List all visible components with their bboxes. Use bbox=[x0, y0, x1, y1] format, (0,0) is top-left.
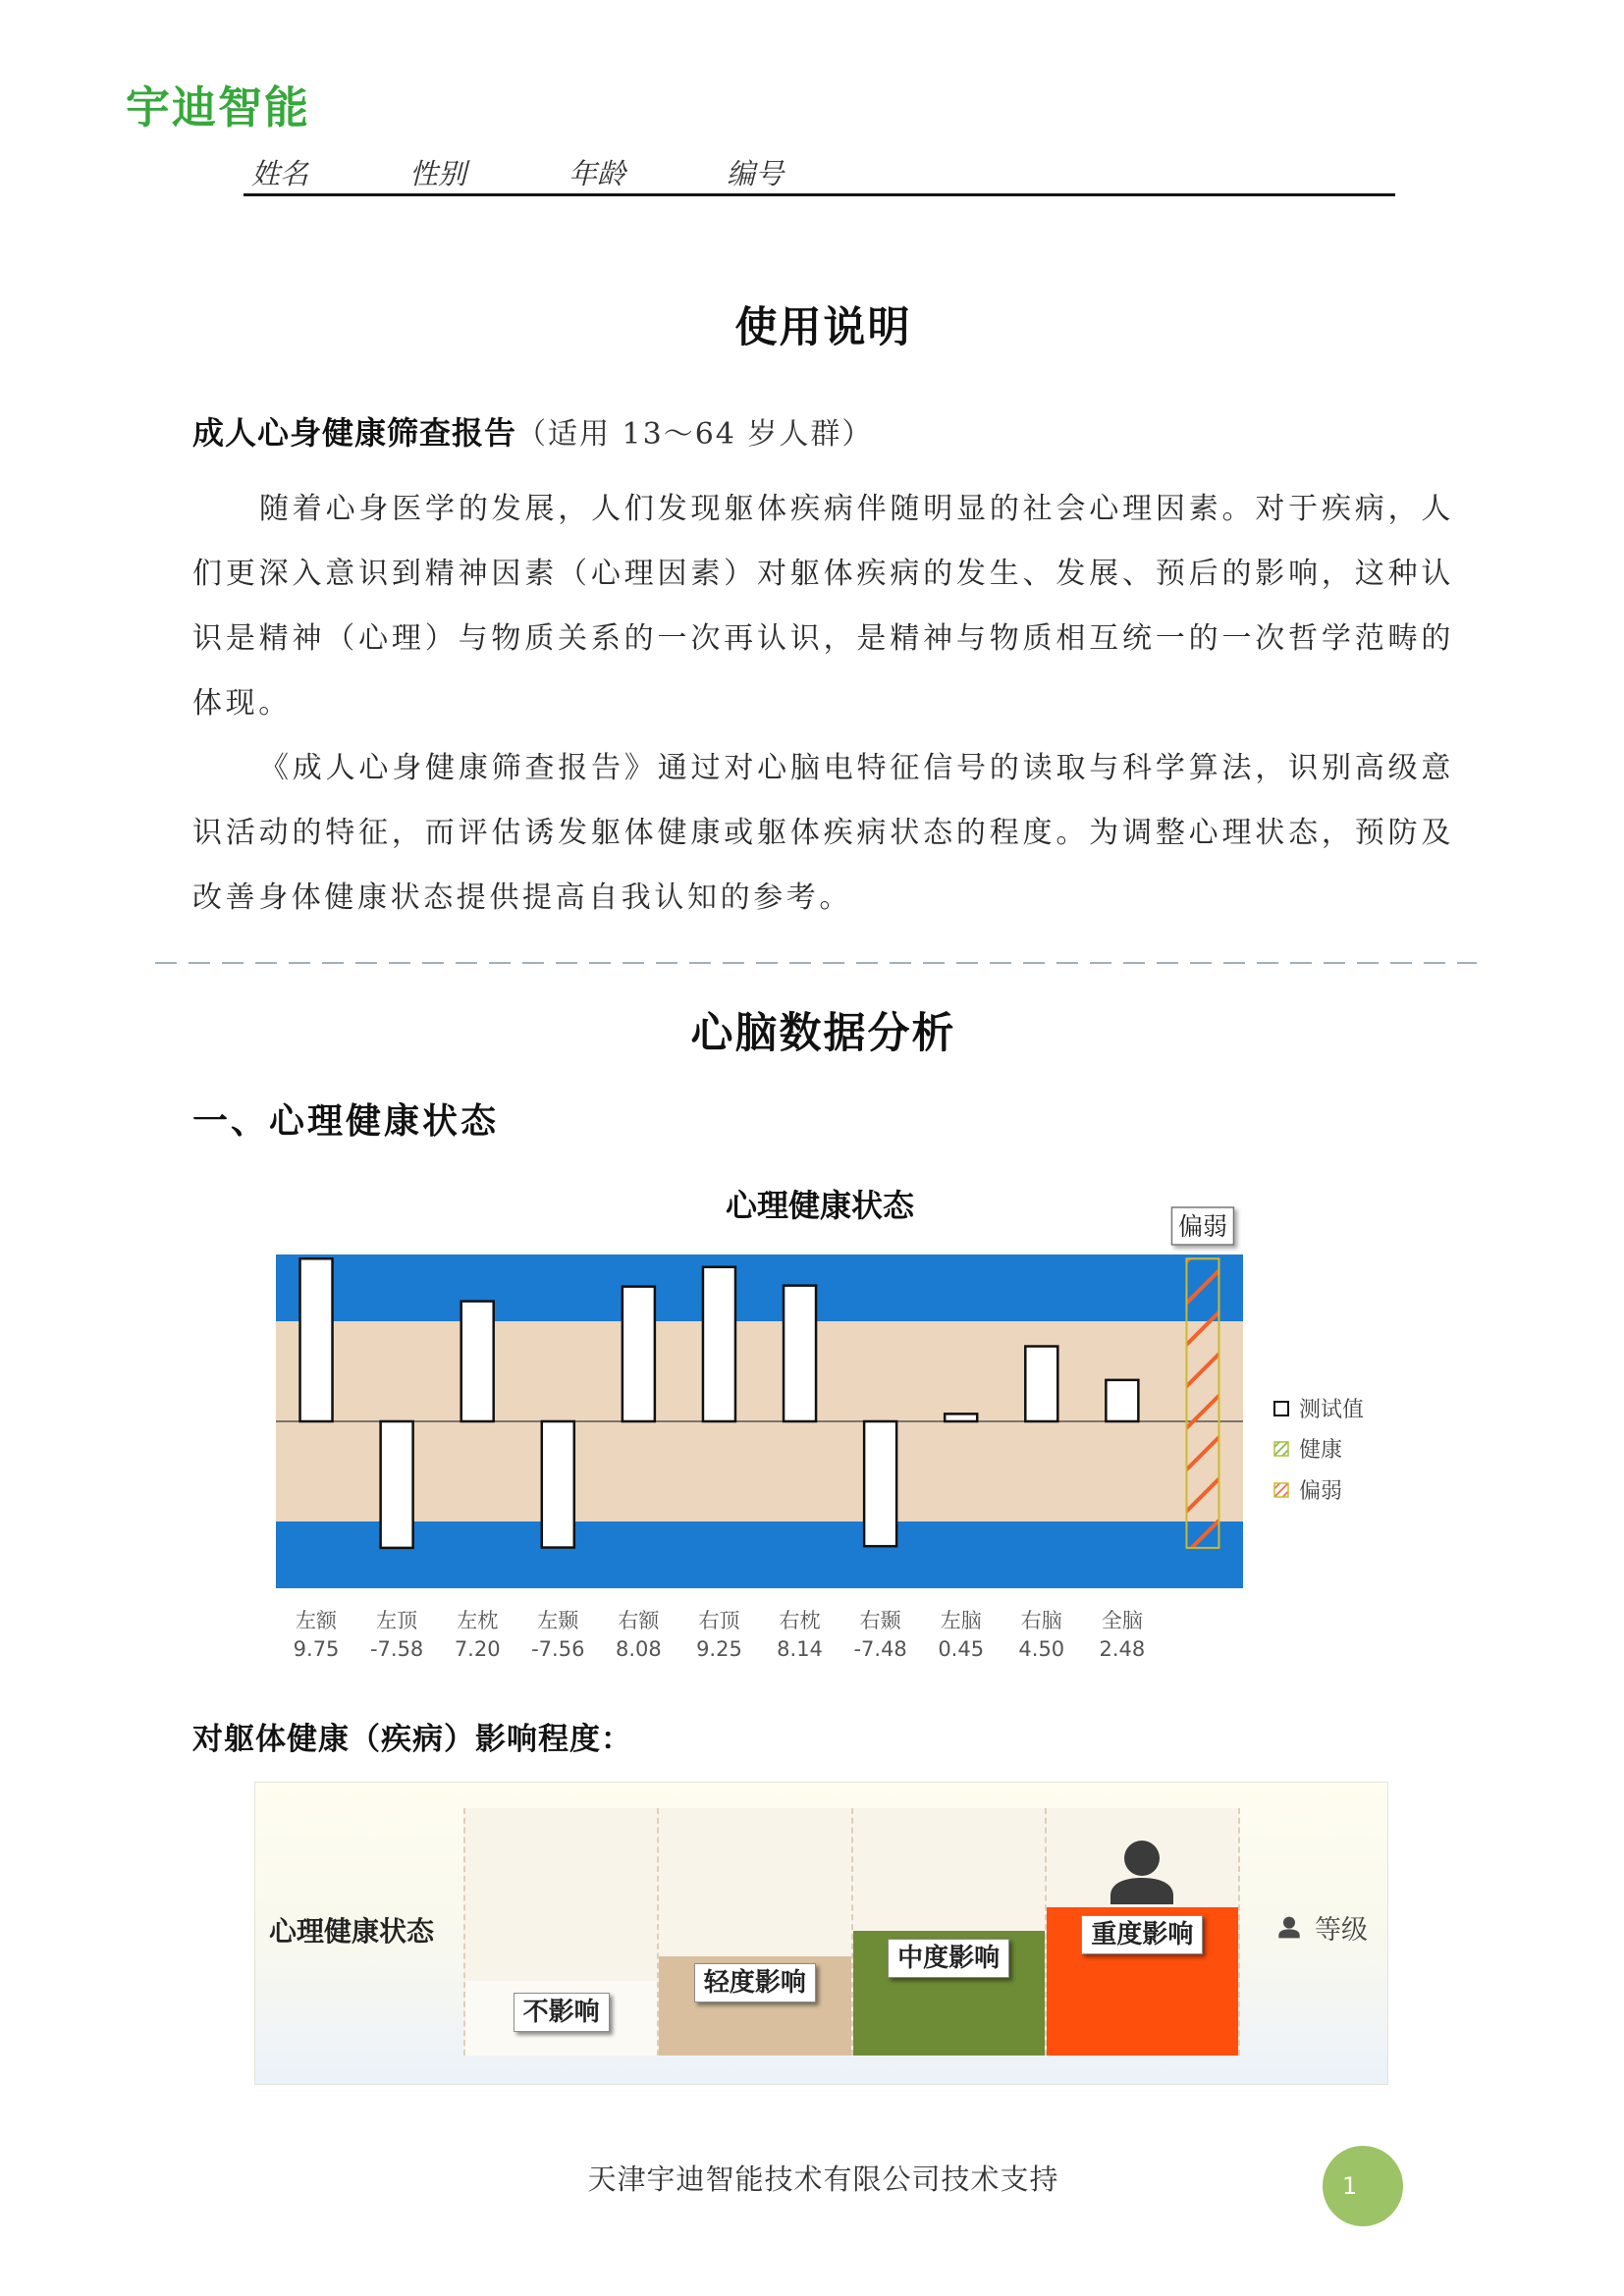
header-underline bbox=[244, 193, 1395, 196]
bar-8 bbox=[864, 1421, 896, 1546]
impact-levels bbox=[463, 1808, 1240, 2056]
value-label: 2.48 bbox=[1099, 1637, 1146, 1661]
value-label: 4.50 bbox=[1018, 1637, 1065, 1661]
section-divider bbox=[155, 962, 1477, 964]
value-label: 0.45 bbox=[938, 1637, 985, 1661]
value-label: 8.14 bbox=[777, 1637, 823, 1661]
category-label: 右颞 bbox=[859, 1609, 901, 1632]
legend-label: 测试值 bbox=[1299, 1398, 1365, 1422]
bar-7 bbox=[784, 1286, 816, 1421]
impact-row-label: 心理健康状态 bbox=[269, 1915, 435, 1948]
value-label: 7.20 bbox=[454, 1637, 501, 1661]
impact-level-none bbox=[463, 1808, 657, 2056]
bar-11 bbox=[1106, 1380, 1138, 1421]
age-field-label: 年龄 bbox=[568, 157, 626, 190]
grade-legend bbox=[1278, 1909, 1368, 1945]
value-label: 9.75 bbox=[293, 1637, 340, 1661]
impact-level-moderate bbox=[851, 1808, 1045, 2056]
report-subtitle bbox=[192, 408, 1454, 463]
bar-3 bbox=[461, 1302, 494, 1421]
legend-label: 健康 bbox=[1299, 1438, 1343, 1463]
category-label: 左脑 bbox=[940, 1609, 982, 1632]
report-name: 成人心身健康筛查报告 bbox=[192, 414, 517, 452]
category-label: 左颞 bbox=[537, 1609, 579, 1632]
id-number-field-label: 编号 bbox=[727, 157, 785, 190]
report-age-range: （适用 13～64 岁人群） bbox=[516, 417, 874, 452]
legend-swatch bbox=[1274, 1402, 1288, 1415]
impact-level-severe bbox=[1045, 1808, 1240, 2056]
bar-10 bbox=[1025, 1347, 1057, 1422]
value-label: -7.56 bbox=[531, 1637, 585, 1661]
bar-5 bbox=[623, 1287, 655, 1421]
company-logo: 宇迪智能 bbox=[126, 81, 311, 133]
impact-heading: 对躯体健康（疾病）影响程度： bbox=[192, 1722, 632, 1757]
mental-health-chart bbox=[236, 1168, 1414, 1679]
legend-swatch bbox=[1274, 1442, 1288, 1456]
level-callout bbox=[1171, 1207, 1233, 1245]
category-label: 右枕 bbox=[779, 1609, 821, 1632]
instructions-paragraph: 随着心身医学的发展，人们发现躯体疾病伴随明显的社会心理因素。对于疾病，人们更深入意识到精神因素（心理因素）对躯体疾病的发生、发展、预后的影响，这种认识是精神（心理）与物质关系的一次再认识，是精神与物质相互统一的一次哲学范畴的体现。 bbox=[192, 492, 1454, 721]
instructions-paragraph: 《成人心身健康筛查报告》通过对心脑电特征信号的读取与科学算法，识别高级意识活动的特征，而评估诱发躯体健康或躯体疾病状态的程度。为调整心理状态，预防及改善身体健康状态提供提高自我认知的参考。 bbox=[192, 751, 1454, 915]
grade-legend-label: 等级 bbox=[1315, 1914, 1368, 1946]
impact-panel bbox=[254, 1782, 1388, 2085]
instructions-title: 使用说明 bbox=[734, 303, 912, 352]
impact-level-label: 轻度影响 bbox=[694, 1963, 816, 2002]
analysis-title: 心脑数据分析 bbox=[690, 1009, 956, 1058]
impact-level-label: 不影响 bbox=[514, 1993, 610, 2032]
value-label: -7.48 bbox=[853, 1637, 907, 1661]
impact-level-label: 中度影响 bbox=[888, 1939, 1009, 1978]
footer-support-text: 天津宇迪智能技术有限公司技术支持 bbox=[587, 2163, 1059, 2196]
person-icon bbox=[1110, 1841, 1174, 1904]
gender-field-label: 性别 bbox=[409, 157, 467, 190]
page-number: 1 bbox=[1323, 2146, 1403, 2226]
bar-6 bbox=[703, 1267, 735, 1421]
person-icon bbox=[1278, 1916, 1300, 1939]
level-range-bar bbox=[1186, 1258, 1218, 1548]
level-callout-label: 偏弱 bbox=[1177, 1212, 1227, 1241]
value-label: -7.58 bbox=[369, 1637, 424, 1661]
category-label: 右脑 bbox=[1020, 1609, 1062, 1632]
legend-label: 偏弱 bbox=[1299, 1479, 1343, 1504]
impact-level-label: 重度影响 bbox=[1081, 1915, 1203, 1954]
legend-swatch bbox=[1274, 1483, 1288, 1497]
category-label: 左顶 bbox=[376, 1609, 418, 1632]
bar-1 bbox=[300, 1258, 333, 1421]
chart-title: 心理健康状态 bbox=[725, 1187, 915, 1224]
value-label: 8.08 bbox=[615, 1637, 662, 1661]
bar-9 bbox=[945, 1414, 977, 1421]
category-label: 左枕 bbox=[457, 1609, 499, 1632]
section-heading-mental-health: 一、心理健康状态 bbox=[192, 1101, 500, 1142]
category-label: 左额 bbox=[296, 1609, 338, 1632]
impact-level-mild bbox=[657, 1808, 850, 2056]
category-label: 全脑 bbox=[1101, 1609, 1143, 1632]
value-label: 9.25 bbox=[696, 1637, 742, 1661]
bar-2 bbox=[381, 1421, 413, 1548]
bar-4 bbox=[542, 1421, 574, 1548]
instructions-body bbox=[192, 477, 1454, 931]
category-label: 右顶 bbox=[698, 1609, 740, 1632]
name-field-label: 姓名 bbox=[251, 157, 309, 190]
category-label: 右额 bbox=[618, 1609, 660, 1632]
